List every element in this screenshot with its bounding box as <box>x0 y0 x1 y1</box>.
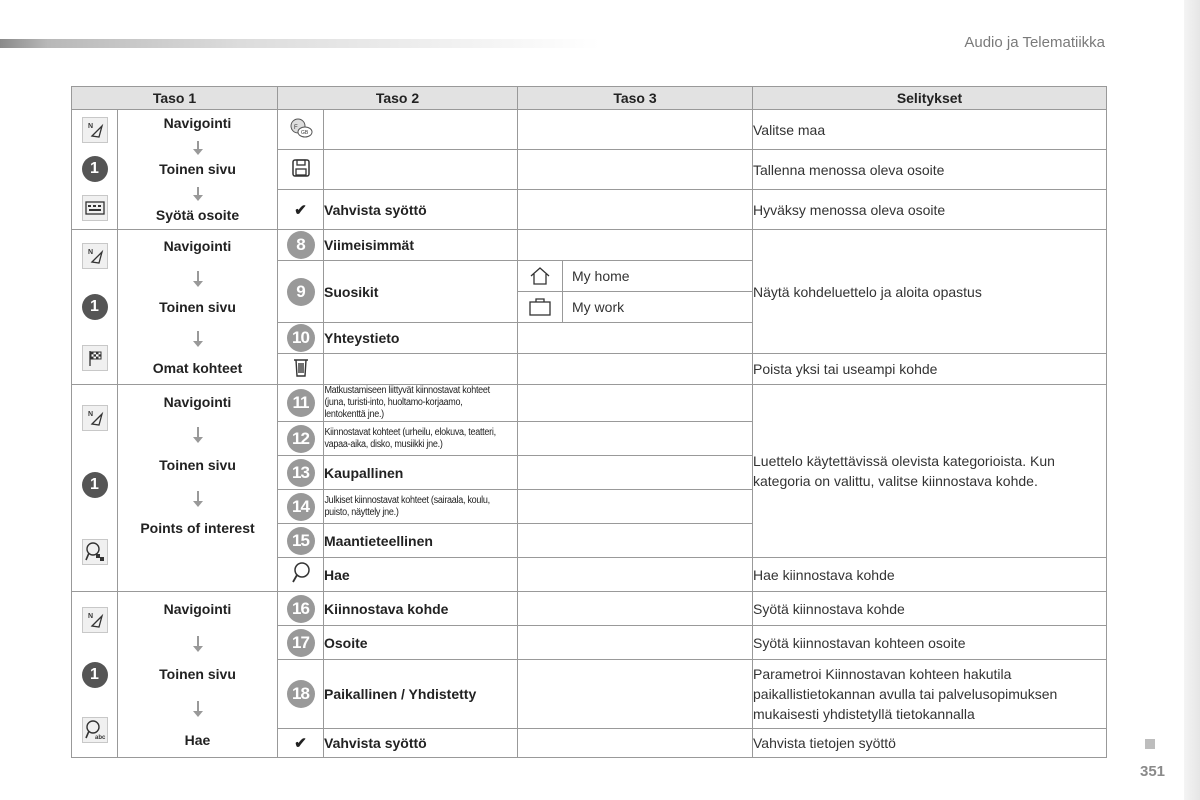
level1-item: Points of interest <box>140 520 255 537</box>
level2-label: Yhteystieto <box>324 323 518 354</box>
arrow-down-icon <box>197 491 199 503</box>
level2-label: Vahvista syöttö <box>324 190 518 230</box>
level3-label: My home <box>572 268 630 284</box>
table-row <box>72 385 1107 422</box>
level1-item: Toinen sivu <box>159 298 236 315</box>
level1-item: Navigointi <box>163 601 232 618</box>
navigation-icon <box>82 243 108 269</box>
level1-item: Hae <box>184 731 211 748</box>
level1-path <box>118 110 278 230</box>
level1-item: Toinen sivu <box>159 456 236 473</box>
home-icon <box>518 261 563 291</box>
poi-search-icon <box>82 539 108 565</box>
number-badge-icon: 12 <box>287 425 315 453</box>
description: Hae kiinnostava kohde <box>753 558 1107 592</box>
description: Poista yksi tai useampi kohde <box>753 354 1107 385</box>
search-abc-icon <box>82 717 108 743</box>
level2-icon-cell <box>278 190 324 230</box>
table-row <box>72 592 1107 626</box>
navigation-icon <box>82 607 108 633</box>
checkered-flag-icon <box>82 345 108 371</box>
level2-label: Maantieteellinen <box>324 524 518 558</box>
number-badge-icon: 10 <box>287 324 315 352</box>
number-badge-icon: 18 <box>287 680 315 708</box>
arrow-down-icon <box>197 141 199 151</box>
table-header-row <box>72 87 1107 110</box>
level3-cell <box>518 592 753 626</box>
arrow-down-icon <box>197 331 199 343</box>
level3-label: My work <box>572 299 625 315</box>
level3-cell <box>518 422 753 456</box>
level2-label: Kaupallinen <box>324 456 518 490</box>
level2-icon-cell <box>278 230 324 261</box>
arrow-down-icon <box>197 271 199 283</box>
arrow-down-icon <box>197 187 199 197</box>
number-1-icon: 1 <box>82 472 108 498</box>
level3-cell <box>518 490 753 524</box>
level2-icon-cell <box>278 110 324 150</box>
trash-icon <box>291 366 311 382</box>
description: Valitse maa <box>753 110 1107 150</box>
description: Hyväksy menossa oleva osoite <box>753 190 1107 230</box>
description: Luettelo käytettävissä olevista kategorioista. Kun kategoria on valittu, valitse kiinnostava kohde. <box>753 385 1107 558</box>
level2-icon-cell <box>278 490 324 524</box>
level2-label: Vahvista syöttö <box>324 728 518 757</box>
svg-text:GB: GB <box>300 130 308 136</box>
svg-text:F: F <box>293 125 298 131</box>
level2-label <box>324 110 518 150</box>
level2-label <box>324 150 518 190</box>
svg-text:N: N <box>87 411 93 419</box>
header-level-2: Taso 2 <box>278 87 518 110</box>
level3-cell <box>518 456 753 490</box>
level3-cell <box>518 261 753 323</box>
navigation-icon <box>82 117 108 143</box>
level2-icon-cell <box>278 728 324 757</box>
level3-cell <box>518 190 753 230</box>
level2-label: Hae <box>324 558 518 592</box>
level2-label: Viimeisimmät <box>324 230 518 261</box>
save-icon <box>290 166 312 182</box>
level2-label <box>324 354 518 385</box>
number-1-icon: 1 <box>82 156 108 182</box>
search-icon <box>290 572 312 588</box>
address-keyboard-icon <box>82 195 108 221</box>
number-badge-icon: 16 <box>287 595 315 623</box>
level2-icon-cell <box>278 261 324 323</box>
level2-label: Suosikit <box>324 261 518 323</box>
arrow-down-icon <box>197 427 199 439</box>
navigation-icon <box>82 405 108 431</box>
level1-item: Navigointi <box>163 393 232 410</box>
number-badge-icon: 15 <box>287 527 315 555</box>
level1-item: Omat kohteet <box>152 359 243 376</box>
level3-cell <box>518 728 753 757</box>
level2-icon-cell <box>278 354 324 385</box>
description: Näytä kohdeluettelo ja aloita opastus <box>753 230 1107 354</box>
number-badge-icon: 17 <box>287 629 315 657</box>
svg-text:N: N <box>87 248 93 256</box>
level1-path <box>118 592 278 758</box>
table-row <box>72 110 1107 150</box>
level3-item <box>518 291 752 322</box>
level2-label: Osoite <box>324 626 518 660</box>
level2-label: Matkustamiseen liittyvät kiinnostavat kohteet (juna, turisti-into, huoltamo-korjaamo, lentokenttä jne.) <box>324 385 499 422</box>
header-gradient-bar <box>0 39 600 48</box>
level2-label: Kiinnostavat kohteet (urheilu, elokuva, teatteri, vapaa-aika, disko, musiikki jne.) <box>324 422 499 456</box>
level1-path <box>118 385 278 592</box>
level3-cell <box>518 354 753 385</box>
description: Vahvista tietojen syöttö <box>753 728 1107 757</box>
level3-cell <box>518 660 753 728</box>
level1-item: Syötä osoite <box>155 207 240 223</box>
level1-icons <box>72 385 118 592</box>
level3-cell <box>518 230 753 261</box>
header-level-1: Taso 1 <box>72 87 278 110</box>
number-badge-icon: 8 <box>287 231 315 259</box>
number-1-icon: 1 <box>82 294 108 320</box>
level1-icons <box>72 592 118 758</box>
country-flag-icon <box>288 126 314 142</box>
check-icon: ✔ <box>294 201 307 219</box>
briefcase-icon <box>518 292 563 322</box>
level2-icon-cell <box>278 323 324 354</box>
level2-icon-cell <box>278 524 324 558</box>
description: Parametroi Kiinnostavan kohteen hakutila paikallistietokannan avulla tai palvelusopimuksen mukaisesti yhdistetyllä tietokannalla <box>753 660 1107 728</box>
number-badge-icon: 11 <box>287 389 315 417</box>
description: Tallenna menossa oleva osoite <box>753 150 1107 190</box>
section-title: Audio ja Telematiikka <box>964 34 1105 51</box>
arrow-down-icon <box>197 636 199 648</box>
level2-label: Paikallinen / Yhdistetty <box>324 660 518 728</box>
level1-path <box>118 230 278 385</box>
level1-item: Toinen sivu <box>159 666 236 683</box>
svg-text:N: N <box>87 612 93 620</box>
level2-label: Kiinnostava kohde <box>324 592 518 626</box>
page-number: 351 <box>1140 763 1166 780</box>
level3-cell <box>518 626 753 660</box>
arrow-down-icon <box>197 701 199 713</box>
level3-cell <box>518 385 753 422</box>
level2-icon-cell <box>278 592 324 626</box>
level1-item: Navigointi <box>163 115 232 131</box>
number-badge-icon: 14 <box>287 493 315 521</box>
number-badge-icon: 13 <box>287 459 315 487</box>
page-marker <box>1145 739 1155 749</box>
header-level-3: Taso 3 <box>518 87 753 110</box>
description: Syötä kiinnostava kohde <box>753 592 1107 626</box>
level2-icon-cell <box>278 660 324 728</box>
level3-cell <box>518 524 753 558</box>
level2-icon-cell <box>278 385 324 422</box>
level1-item: Toinen sivu <box>159 161 236 177</box>
level3-cell <box>518 558 753 592</box>
level2-label: Julkiset kiinnostavat kohteet (sairaala, koulu, puisto, näyttely jne.) <box>324 490 499 524</box>
level1-icons <box>72 110 118 230</box>
level2-icon-cell <box>278 558 324 592</box>
level3-cell <box>518 110 753 150</box>
page-edge <box>1184 0 1200 800</box>
level2-icon-cell <box>278 626 324 660</box>
level2-icon-cell <box>278 422 324 456</box>
level1-icons <box>72 230 118 385</box>
level3-cell <box>518 323 753 354</box>
description: Syötä kiinnostavan kohteen osoite <box>753 626 1107 660</box>
menu-table <box>71 86 1107 758</box>
level3-item <box>518 261 752 291</box>
svg-text:N: N <box>87 122 93 130</box>
level2-icon-cell <box>278 456 324 490</box>
number-badge-icon: 9 <box>287 278 315 306</box>
header-description: Selitykset <box>753 87 1107 110</box>
table-row <box>72 230 1107 261</box>
svg-text:abc: abc <box>94 734 105 741</box>
level1-item: Navigointi <box>163 238 232 255</box>
number-1-icon: 1 <box>82 662 108 688</box>
check-icon: ✔ <box>294 734 307 752</box>
level2-icon-cell <box>278 150 324 190</box>
level3-cell <box>518 150 753 190</box>
